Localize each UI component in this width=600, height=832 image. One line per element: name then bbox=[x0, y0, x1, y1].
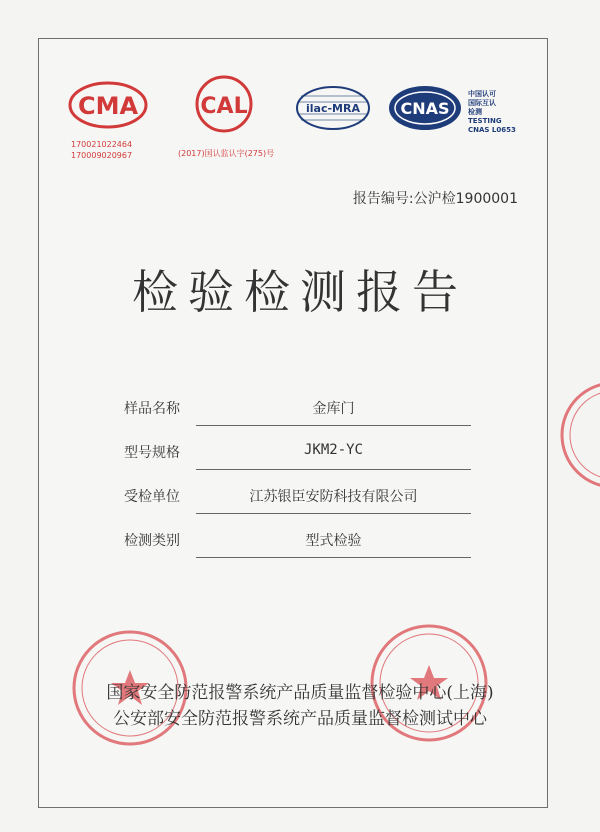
cma-number-2: 170009020967 bbox=[71, 151, 133, 160]
field-label-test-category: 检测类别 bbox=[124, 533, 180, 549]
edge-seal bbox=[556, 380, 600, 490]
cal-caption: (2017)国认监认字(275)号 bbox=[178, 149, 275, 158]
field-underline bbox=[196, 513, 471, 514]
field-value-test-category: 型式检验 bbox=[305, 533, 362, 549]
cnas-side-line: 中国认可 bbox=[468, 90, 496, 98]
cma-logo bbox=[68, 80, 148, 130]
field-underline bbox=[196, 425, 471, 426]
cal-logo-text: CAL bbox=[200, 94, 248, 119]
cma-logo-text: CMA bbox=[77, 92, 139, 120]
cnas-side-line: 国际互认 bbox=[468, 99, 496, 107]
field-underline bbox=[196, 469, 471, 470]
ilac-logo-text: ilac-MRA bbox=[306, 102, 360, 115]
field-label-model: 型号规格 bbox=[124, 445, 180, 461]
page-title: 检验检测报告 bbox=[132, 265, 468, 319]
field-label-sample-name: 样品名称 bbox=[124, 401, 180, 417]
cnas-side-line: TESTING bbox=[468, 117, 502, 125]
cnas-side-line: 检测 bbox=[468, 108, 482, 116]
cnas-side-text bbox=[468, 90, 516, 135]
report-number: 报告编号:公沪检1900001 bbox=[352, 191, 518, 207]
organization-name-2: 公安部安全防范报警系统产品质量监督检测试中心 bbox=[113, 709, 487, 729]
field-label-inspected-unit: 受检单位 bbox=[124, 489, 180, 505]
cnas-side-line: CNAS L0653 bbox=[468, 126, 516, 134]
ilac-mra-logo bbox=[293, 84, 373, 132]
field-value-inspected-unit: 江苏银臣安防科技有限公司 bbox=[249, 489, 418, 505]
cnas-logo bbox=[387, 84, 463, 132]
cnas-logo-text: CNAS bbox=[400, 99, 450, 118]
field-value-model: JKM2-YC bbox=[303, 442, 363, 458]
field-underline bbox=[196, 557, 471, 558]
field-value-sample-name: 金库门 bbox=[312, 401, 355, 417]
cma-number-1: 170021022464 bbox=[71, 140, 133, 149]
organization-name-1: 国家安全防范报警系统产品质量监督检验中心(上海) bbox=[106, 683, 494, 703]
cal-logo bbox=[188, 74, 260, 134]
